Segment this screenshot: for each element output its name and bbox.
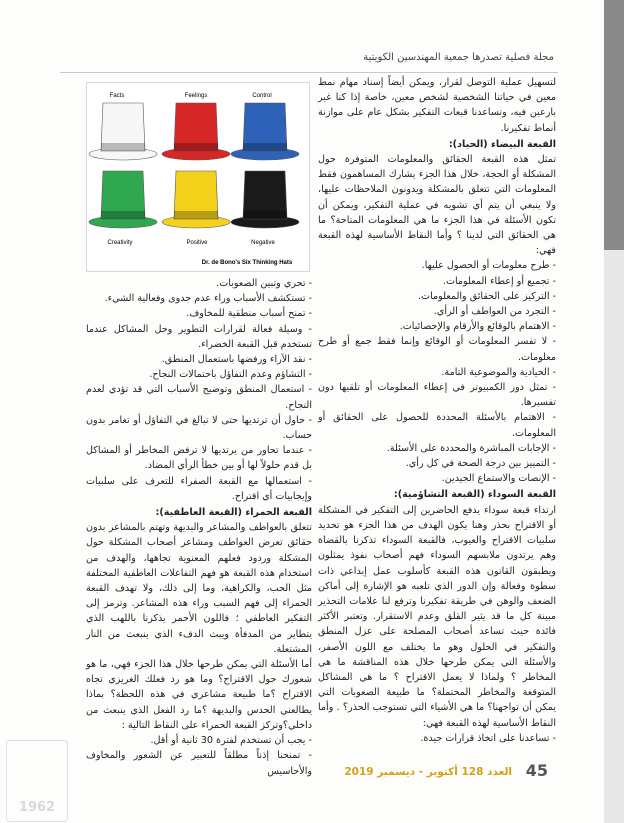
- list-item: - الاهتمام بالأسئلة المحددة للحصول على الحقائق أو المعلومات.: [318, 412, 556, 439]
- year-watermark: [6, 740, 68, 822]
- list-item: - طرح معلومات أو الحصول عليها.: [421, 260, 556, 272]
- black-hat-icon: [231, 171, 299, 228]
- red-hat-heading: القبعة الحمراء (القبعة العاطفية):: [155, 507, 312, 519]
- figure-caption: Dr. de Bono's Six Thinking Hats: [201, 260, 293, 266]
- list-item: - تمنحنا إذناً مطلقاً للتعبير عن الشعور والمخاوف والأحاسيس: [86, 750, 312, 777]
- intro-paragraph: لتسهيل عملية التوصل لقرار، ويمكن أيضاً إسناد مهام نمط معين في حياتنا الشخصية لشخص معين، خاصة إذا كنا غير بارعين فيه، وتساعدنا قبعات التفكير بشكل عام على موازنة أنماط تفكيرنا.: [318, 77, 556, 134]
- list-item: - استعمالها مع القبعة الصفراء للتعرف على سلبيات وإيجابيات أي اقتراح.: [86, 475, 312, 502]
- list-item: - التشاؤم وعدم التفاؤل باحتمالات النجاح.: [149, 369, 312, 381]
- white-hat-heading: القبعة البيضاء (الحياد):: [448, 138, 556, 150]
- hat-label-creativity: Creativity: [107, 240, 133, 246]
- list-item: - الحيادية والموضوعية التامة.: [441, 366, 556, 378]
- right-column: [318, 75, 556, 746]
- list-item: - التركيز على الحقائق والمعلومات.: [418, 290, 556, 302]
- list-item: - تمنح أسباب منطقية للمخاوف.: [186, 308, 312, 320]
- list-item: - تستكشف الأسباب وراء عدم جدوى وفعالية الشيء.: [104, 293, 312, 305]
- list-item: - تساعدنا على اتخاذ قرارات جيدة.: [420, 732, 556, 744]
- list-item: - يجب أن تستخدم لفترة 30 ثانية أو أقل.: [150, 735, 312, 747]
- list-item: - استعمال المنطق وتوضيح الأسباب التي قد تؤدي لعدم النجاح.: [86, 384, 312, 411]
- side-strip-light: [604, 250, 624, 823]
- black-hat-paragraph: ارتداء قبعة سوداء يدفع الحاضرين إلى التفكير في المشكلة أو الاقتراح بحذر وهنا يكون الهدف من هذا الجزء هو تحديد سلبيات الاقتراح والعيوب، فالقبعة السوداء تذكرنا بالقضاة وهم يرتدون ملابسهم السوداء فهم أصحاب نفوذ يمثلون ويطبقون القانون هذه القبعة كأسلوب عمل إبداعي ذات سطوة وفعالة وإن الدور الذي تلعبه هو الإشارة إلى أماكن الضعف والوهن في طريقة تفكيرنا وترفع لنا علامات التحذير مبينة كل ما قد يثير القلق وعدم الاستقرار. وتعتبر الأكثر فائدة حيث تساعد أصحاب المصلحة على عزل المنطق والتفكير في الحلول وهو ما يختلف مع اللون الأصفر، والأسئلة التي يمكن طرحها خلال هذه المناقشة ما هي المخاطر ؟ ولماذا لا يعمل الاقتراح ؟ ما هي المشاكل المتوقعة والمخاطر المحتملة؟ ما طبيعة الصعوبات التي يمكن أن تواجهنا؟ ما هي الأشياء التي تستوجب الحذر؟ . وأما النقاط الأساسية لهذه القبعة فهي:: [318, 504, 556, 729]
- red-hat-paragraph: تتعلق بالعواطف والمشاعر والبديهة وتهتم بالمشاعر بدون حقائق تعرض العواطف ومشاعر أصحاب المشكلة حول المشكلة وردود فعلهم المعنوية تجاهها، والهدف من استخدام هذه القبعة هو فهم التفاعلات العاطفية المختلفة مثل الحب، والكراهية، وما إلى ذلك، ولا تهدف القبعة الحمراء إلى فهم السبب وراء هذه المشاعر. وترمز إلى التفكير العاطفي ؛ فاللون الأحمر يذكرنا باللهب الذي يتطاير من المدفأة ويبث الدفء الذي ينبعث من النار المشتعلة.: [86, 522, 312, 655]
- six-hats-figure: [86, 82, 310, 272]
- list-item: - وسيلة فعالة لقرارات التطوير وحل المشاكل عندما تستخدم قبل القبعة الخضراء.: [86, 323, 312, 350]
- six-hats-illustration: [87, 83, 309, 271]
- blue-hat-icon: [231, 103, 299, 160]
- list-item: - تمثل دور الكمبيوتر في إعطاء المعلومات أو تلقيها دون تفسيرها.: [318, 382, 556, 409]
- white-hat-paragraph: تمثل هذه القبعة الحقائق والمعلومات المتوفرة حول المشكلة أو الحجة، خلال هذا الجزء يشارك المساهمون فقط المعلومات التي تتعلق بالمشكلة ويدونون الملاحظات عليها، ولا ينبغي أن يتم أي تشويه في عملية التفكير، ويمكن أن تكون الأسئلة في هذا الجزء ما هي المعلومات المتاحة؟ ما هي الحقائق التي لدينا ؟ وأما النقاط الأساسية لهذه القبعة فهي:: [318, 154, 556, 257]
- black-hat-points-list: [86, 276, 312, 504]
- black-hat-heading: القبعة السوداء (القبعة التشاؤمية):: [393, 489, 556, 501]
- list-item: - الإجابات المباشرة والمحددة على الأسئلة.: [386, 442, 556, 454]
- hat-label-control: Control: [252, 93, 272, 99]
- hat-label-negative: Negative: [251, 240, 275, 246]
- left-column: [86, 276, 312, 779]
- magazine-title: مجلة فصلية تصدرها جمعية المهندسين الكويتية: [363, 52, 554, 63]
- red-hat-questions: أما الأسئلة التي يمكن طرحها خلال هذا الجزء فهي، ما هو شعورك حول الاقتراح؟ وما هو رد فعلك الغريزي تجاه الاقتراح ؟ما طبيعة مشاعري في هذه اللحظة؟ بماذا يطالعني الحدس والبديهة ؟ما رد الفعل الذي ينبعث من داخلي؟وتركز القبعة الحمراء على النقاط التالية :: [86, 659, 312, 731]
- issue-info: العدد 128 أكتوبر - ديسمبر 2019: [344, 766, 512, 778]
- list-item: - عندما تحاور من يرتديها لا ترفض المخاطر أو المشاكل بل قدم حلولاً لها أو بين خطأ الرأي المضاد.: [86, 445, 312, 472]
- green-hat-icon: [89, 171, 157, 228]
- page-header: [60, 50, 558, 73]
- list-item: - التجرد من العواطف أو الرأي.: [433, 306, 556, 318]
- red-hat-icon: [162, 103, 230, 160]
- list-item: - نقد الآراء ورفضها باستعمال المنطق.: [161, 354, 312, 366]
- list-item: - تجميع أو إعطاء المعلومات.: [442, 275, 556, 287]
- white-hat-list: [318, 258, 556, 486]
- list-item: - لا تفسر المعلومات أو الوقائع وإنما فقط جمع أو طرح معلومات.: [318, 336, 556, 363]
- white-hat-icon: [89, 103, 157, 160]
- yellow-hat-icon: [162, 171, 230, 228]
- watermark-year: 1962: [18, 800, 56, 815]
- list-item: - الإنصات والاستماع الجيدين.: [441, 473, 556, 485]
- list-item: - التمييز بين درجة الصحة في كل رأي.: [405, 458, 556, 470]
- list-item: - الاهتمام بالوقائع والأرقام والإحصائيات.: [399, 321, 556, 333]
- hat-label-facts: Facts: [109, 93, 125, 99]
- list-item: - حاول أن ترتديها حتى لا تبالغ في التفاؤل أو تغامر بدون حساب.: [86, 414, 312, 442]
- list-item: - تحري وتبين الصعوبات.: [216, 278, 312, 289]
- side-strip: [604, 0, 624, 250]
- hat-label-positive: Positive: [186, 240, 208, 246]
- hat-label-feelings: Feelings: [184, 93, 208, 99]
- black-hat-list: [318, 731, 556, 746]
- page-number: 45: [525, 761, 548, 780]
